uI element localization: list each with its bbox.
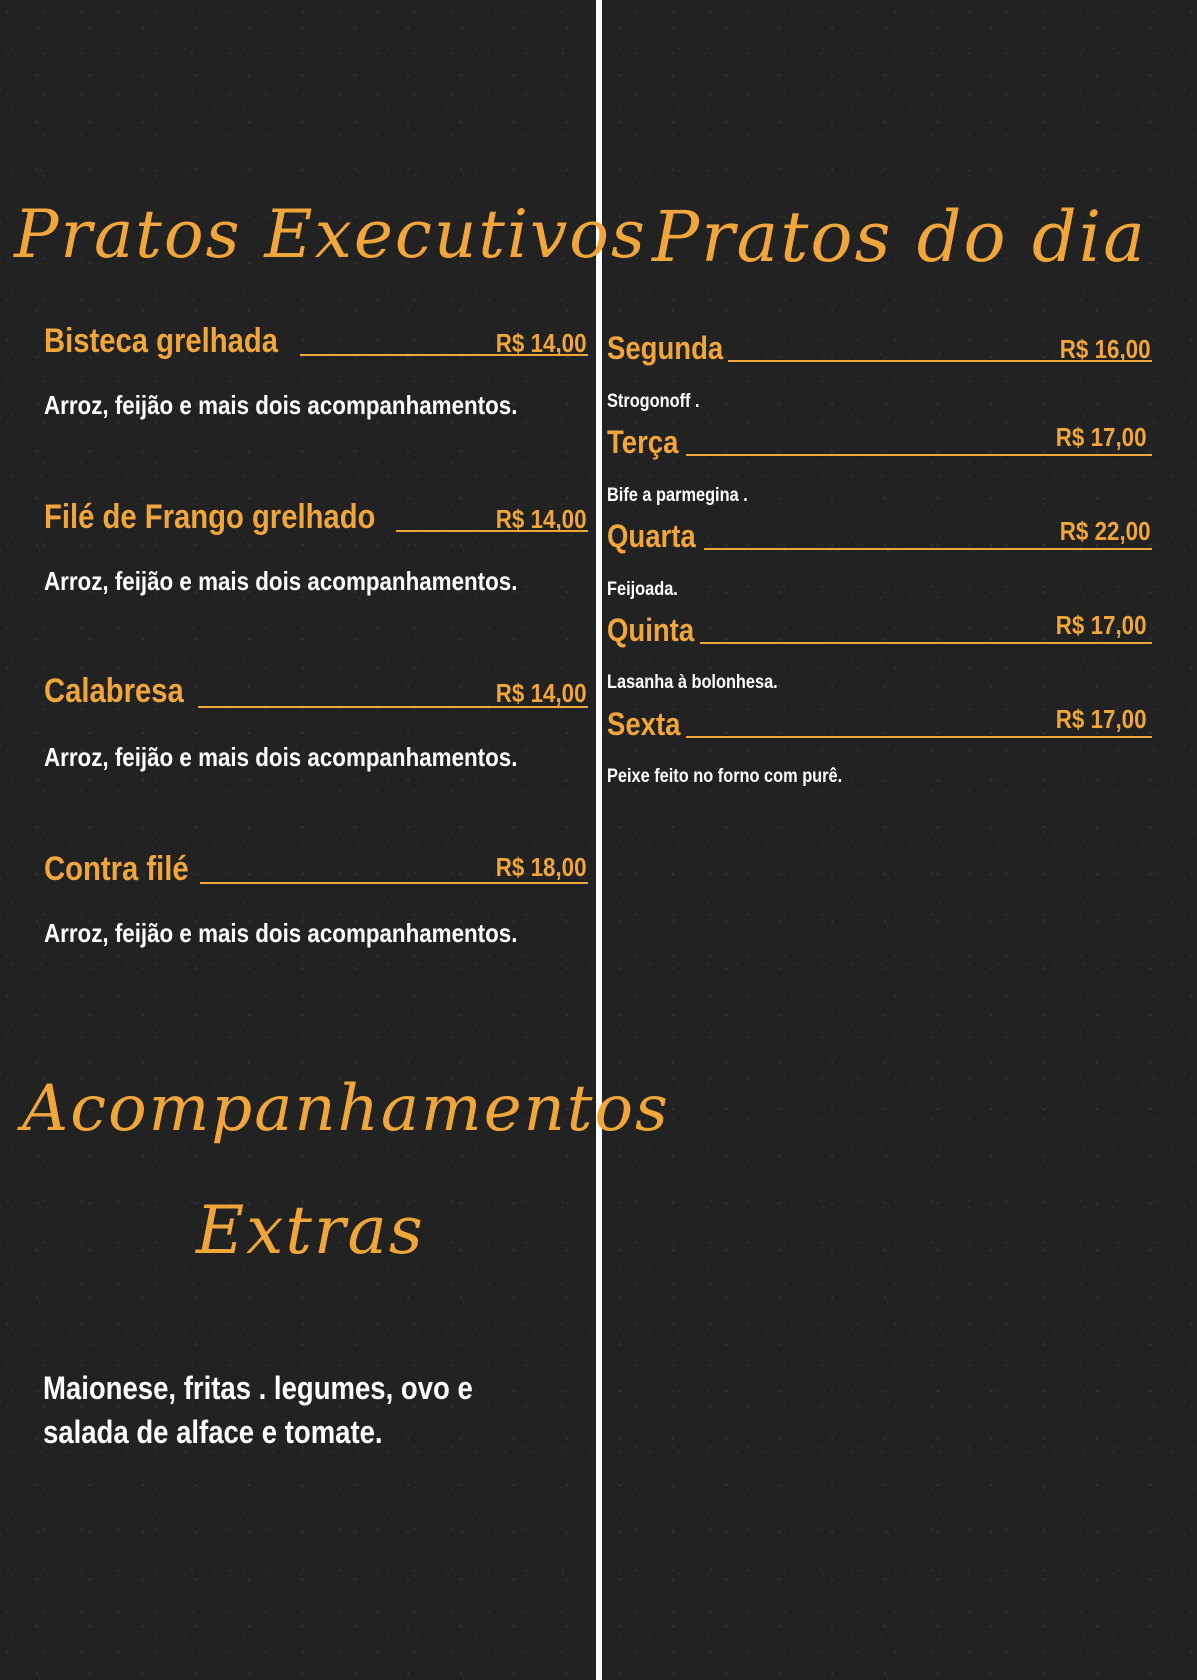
executivos-item-desc: Arroz, feijão e mais dois acompanhamentos. (44, 390, 518, 420)
dia-item-rule (704, 548, 1152, 550)
executivos-item-name: Contra filé (44, 850, 189, 888)
executivos-item-price: R$ 18,00 (496, 852, 587, 882)
dia-item-price: R$ 16,00 (1060, 334, 1151, 364)
executivos-item-price: R$ 14,00 (496, 678, 587, 708)
dia-item-rule (686, 454, 1152, 456)
dia-item-name: Quarta (607, 518, 696, 554)
dia-item-rule (700, 642, 1152, 644)
executivos-title: Pratos Executivos (14, 196, 647, 273)
executivos-item-price: R$ 14,00 (496, 504, 587, 534)
dia-item-name: Quinta (607, 612, 695, 648)
executivos-item-desc: Arroz, feijão e mais dois acompanhamentos. (44, 918, 518, 948)
dia-item-desc: Strogonoff . (607, 391, 700, 412)
executivos-item-name: Filé de Frango grelhado (44, 498, 376, 536)
dia-title: Pratos do dia (652, 196, 1147, 278)
executivos-item-name: Calabresa (44, 672, 184, 710)
dia-item-name: Terça (607, 424, 679, 460)
dia-item-desc: Peixe feito no forno com purê. (607, 766, 843, 787)
extras-text-line: salada de alface e tomate. (43, 1414, 383, 1450)
extras-title: Extras (196, 1192, 425, 1269)
extras-text-line: Maionese, fritas . legumes, ovo e (43, 1370, 473, 1406)
dia-item-price: R$ 17,00 (1056, 422, 1147, 452)
dia-item-desc: Bife a parmegina . (607, 485, 748, 506)
dia-item-name: Segunda (607, 330, 724, 366)
acompanhamentos-title: Acompanhamentos (22, 1072, 670, 1146)
dia-item-desc: Lasanha à bolonhesa. (607, 672, 778, 693)
extras-text (43, 1366, 525, 1454)
executivos-item-desc: Arroz, feijão e mais dois acompanhamentos. (44, 742, 518, 772)
dia-item-rule (686, 736, 1152, 738)
dia-item-price: R$ 17,00 (1056, 610, 1147, 640)
executivos-item-desc: Arroz, feijão e mais dois acompanhamentos. (44, 566, 518, 596)
dia-item-price: R$ 17,00 (1056, 704, 1147, 734)
dia-item-name: Sexta (607, 706, 681, 742)
dia-item-price: R$ 22,00 (1060, 516, 1151, 546)
executivos-item-name: Bisteca grelhada (44, 322, 279, 360)
dia-item-desc: Feijoada. (607, 579, 678, 600)
executivos-item-price: R$ 14,00 (496, 328, 587, 358)
